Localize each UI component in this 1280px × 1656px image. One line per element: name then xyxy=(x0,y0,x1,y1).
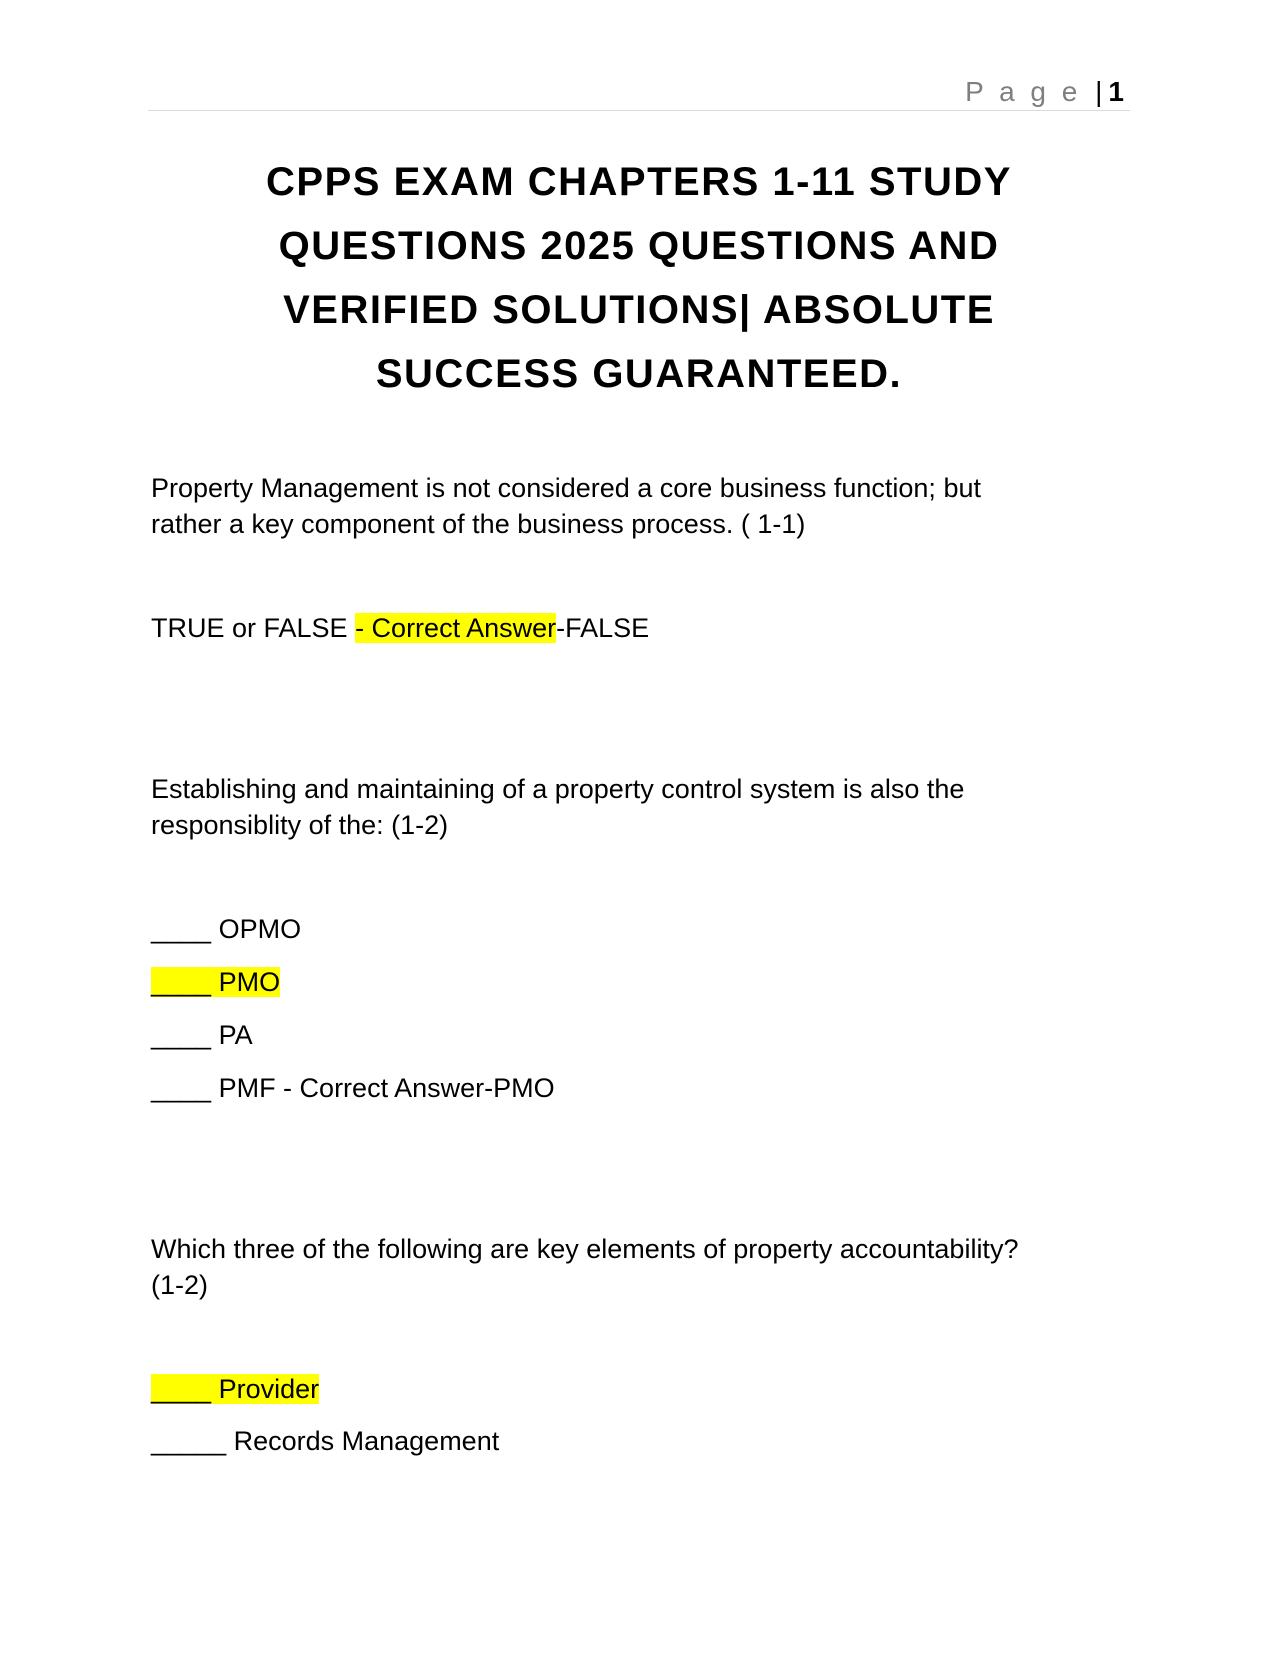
option-text: ____ PMF - Correct Answer-PMO xyxy=(151,1073,555,1103)
option-text: _____ Records Management xyxy=(151,1426,500,1456)
title-line: QUESTIONS 2025 QUESTIONS AND xyxy=(278,224,1000,268)
page-separator: | xyxy=(1095,76,1103,107)
question-2-text xyxy=(151,771,1111,843)
title-line: CPPS EXAM CHAPTERS 1-11 STUDY xyxy=(266,160,1012,204)
option-text: ____ PMO xyxy=(151,967,281,997)
option-text: ____ Provider xyxy=(151,1374,320,1404)
page-number-label xyxy=(965,76,1124,108)
option-text: ____ OPMO xyxy=(151,914,302,944)
page-header xyxy=(148,70,1130,111)
question-2-line: responsiblity of the: (1-2) xyxy=(151,810,449,840)
question-3-text xyxy=(151,1231,1111,1303)
question-2-option-highlighted xyxy=(151,964,1111,1000)
question-3-option xyxy=(151,1423,1111,1459)
answer-prefix: TRUE or FALSE xyxy=(151,613,356,643)
title-line: SUCCESS GUARANTEED. xyxy=(375,352,903,396)
question-2-option xyxy=(151,911,1111,947)
question-1-line: rather a key component of the business process. ( 1-1) xyxy=(151,509,806,539)
question-3-option-highlighted xyxy=(151,1371,1111,1407)
question-1-text xyxy=(151,470,1111,542)
question-3-line: (1-2) xyxy=(151,1270,209,1300)
question-1-answer xyxy=(151,610,1111,646)
answer-highlight: - Correct Answer xyxy=(355,613,557,643)
option-text: ____ PA xyxy=(151,1020,253,1050)
question-3-line: Which three of the following are key elements of property accountability? xyxy=(151,1234,1019,1264)
question-2-option xyxy=(151,1017,1111,1053)
answer-suffix: -FALSE xyxy=(556,613,650,643)
document-title xyxy=(148,150,1130,406)
question-2-option-answer xyxy=(151,1070,1111,1106)
title-line: VERIFIED SOLUTIONS| ABSOLUTE xyxy=(283,288,995,332)
page-number: 1 xyxy=(1108,76,1124,107)
question-2-line: Establishing and maintaining of a property control system is also the xyxy=(151,774,965,804)
page-word: P a g e xyxy=(965,76,1082,107)
question-1-line: Property Management is not considered a core business function; but xyxy=(151,473,981,503)
